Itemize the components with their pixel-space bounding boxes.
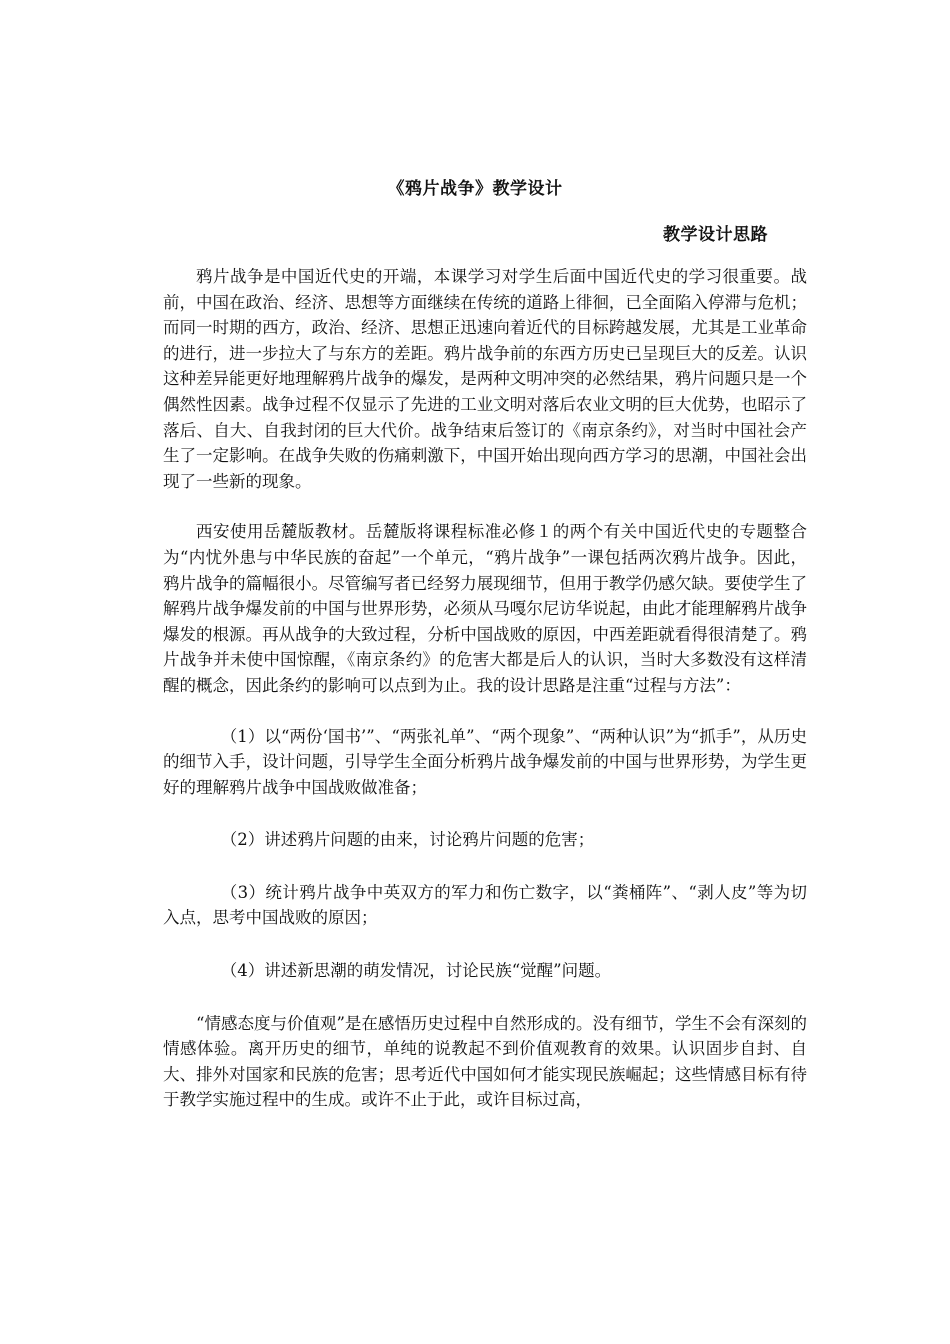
paragraph-intro: 鸦片战争是中国近代史的开端，本课学习对学生后面中国近代史的学习很重要。战前，中国在政治、经济、思想等方面继续在传统的道路上徘徊，已全面陷入停滞与危机；而同一时期的西方，政治、经济、思想正迅速向着近代的目标跨越发展，尤其是工业革命的进行，进一步拉大了与东方的差距。鸦片战争前的东西方历史已呈现巨大的反差。认识这种差异能更好地理解鸦片战争的爆发，是两种文明冲突的必然结果，鸦片问题只是一个偶然性因素。战争过程不仅显示了先进的工业文明对落后农业文明的巨大优势，也昭示了落后、自大、自我封闭的巨大代价。战争结束后签订的《南京条约》，对当时中国社会产生了一定影响。在战争失败的伤痛刺激下，中国开始出现向西方学习的思潮，中国社会出现了一些新的现象。	[163, 267, 807, 491]
paragraph-textbook: 西安使用岳麓版教材。岳麓版将课程标准必修１的两个有关中国近代史的专题整合为“内忧外患与中华民族的奋起”一个单元，“鸦片战争”一课包括两次鸦片战争。因此，鸦片战争的篇幅很小。尽管编写者已经努力展现细节，但用于教学仍感欠缺。要使学生了解鸦片战争爆发前的中国与世界形势，必须从马嘎尔尼访华说起，由此才能理解鸦片战争爆发的根源。再从战争的大致过程，分析中国战败的原因，中西差距就看得很清楚了。鸦片战争并未使中国惊醒，《南京条约》的危害大都是后人的认识，当时大多数没有这样清醒的概念，因此条约的影响可以点到为止。我的设计思路是注重“过程与方法”：	[163, 522, 807, 695]
list-item-2: （2）讲述鸦片问题的由来，讨论鸦片问题的危害；	[220, 830, 595, 850]
paragraph-values: “情感态度与价值观”是在感悟历史过程中自然形成的。没有细节，学生不会有深刻的情感体验。离开历史的细节，单纯的说教起不到价值观教育的效果。认识固步自封、自大、排外对国家和民族的危害；思考近代中国如何才能实现民族崛起；这些情感目标有待于教学实施过程中的生成。或许不止于此，或许目标过高，	[163, 1013, 807, 1110]
section-heading: 教学设计思路	[663, 225, 768, 245]
list-item-1: （1）以“两份‘国书’”、“两张礼单”、“两个现象”、“两种认识”为“抓手”，从历史的细节入手，设计问题，引导学生全面分析鸦片战争爆发前的中国与世界形势，为学生更好的理解鸦片战争中国战败做准备；	[163, 726, 807, 797]
document-title: 《鸦片战争》教学设计	[387, 179, 563, 199]
document-body	[163, 264, 807, 1138]
list-item-3: （3）统计鸦片战争中英双方的军力和伤亡数字，以“粪桶阵”、“剥人皮”等为切入点，思考中国战败的原因；	[163, 882, 807, 928]
list-item-4: （4）讲述新思潮的萌发情况，讨论民族“觉醒”问题。	[220, 961, 612, 981]
